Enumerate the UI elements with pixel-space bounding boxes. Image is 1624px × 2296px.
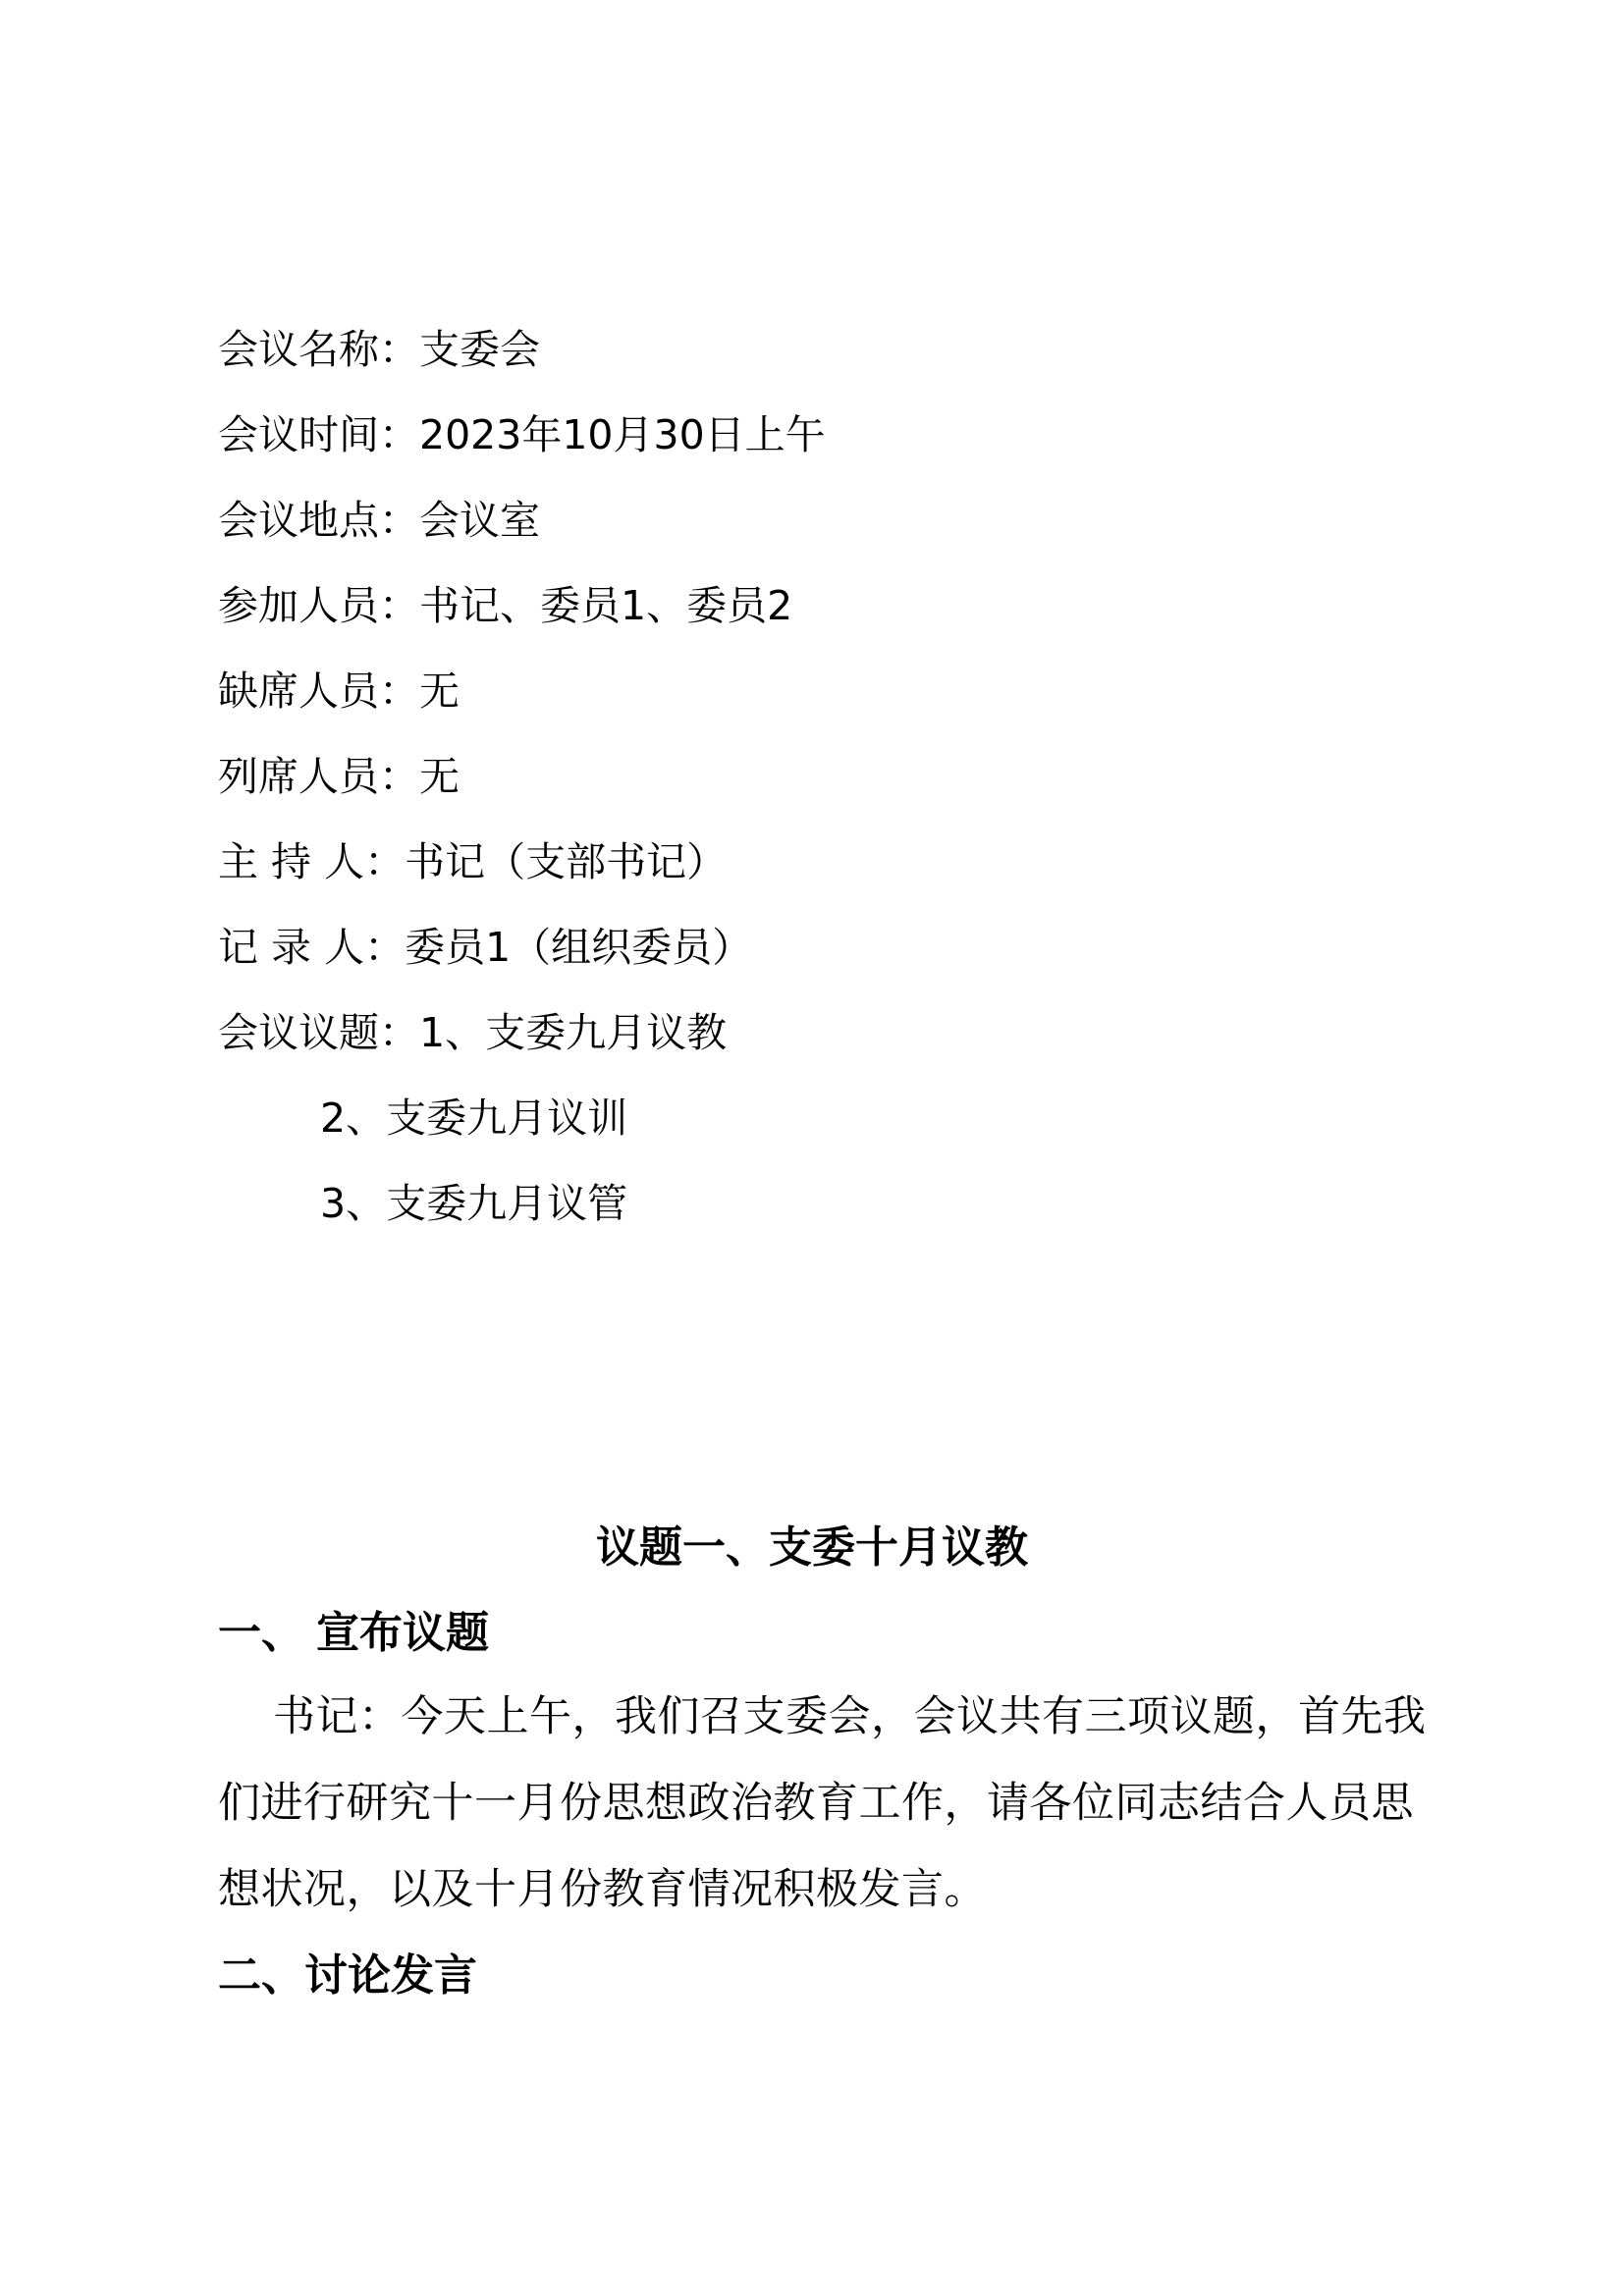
heading-number: 一、	[218, 1608, 304, 1658]
meeting-recorder: 记 录 人：委员1（组织委员）	[218, 924, 753, 971]
meeting-agenda: 会议议题：1、支委九月议教	[218, 1009, 728, 1056]
meeting-location: 会议地点：会议室	[218, 497, 540, 544]
agenda-item: 3、支委九月议管	[320, 1180, 628, 1227]
section-heading-2: 二、讨论发言	[218, 1950, 477, 2001]
heading-text: 宣布议题	[316, 1608, 489, 1658]
section-title: 议题一、支委十月议教	[596, 1522, 1028, 1573]
body-paragraph: 书记：今天上午，我们召支委会，会议共有三项议题，首先我们进行研究十一月份思想政治教育工作，请各位同志结合人员思想状况，以及十月份教育情况积极发言。	[218, 1692, 1427, 1914]
meeting-absent: 缺席人员：无	[218, 667, 460, 715]
meeting-attendees: 参加人员：书记、委员1、委员2	[218, 582, 793, 629]
agenda-item: 2、支委九月议训	[320, 1095, 628, 1142]
meeting-time: 会议时间：2023年10月30日上午	[218, 411, 826, 458]
meeting-observers: 列席人员：无	[218, 753, 460, 800]
meeting-host: 主 持 人：书记（支部书记）	[218, 838, 728, 885]
section-heading-1	[218, 1602, 489, 1665]
meeting-name: 会议名称：支委会	[218, 326, 540, 373]
